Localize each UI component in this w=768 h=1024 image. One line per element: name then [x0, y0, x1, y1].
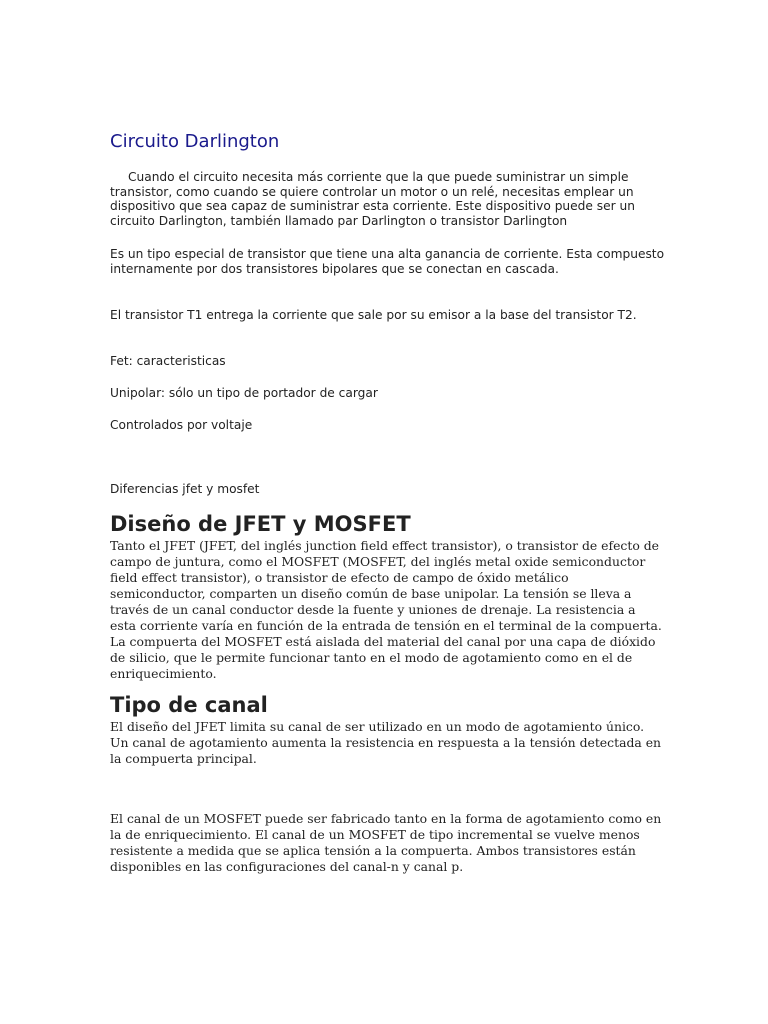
paragraph-darlington-description: Es un tipo especial de transistor que tiene una alta ganancia de corriente. Esta compuesto internamente por dos transistores bipolares que se conectan en cascada.: [110, 247, 665, 276]
paragraph-diseno-body: Tanto el JFET (JFET, del inglés junction field effect transistor), o transistor de efecto de campo de juntura, como el MOSFET (MOSFET, del inglés metal oxide semiconductor field effect transistor), o transistor de efecto de campo de óxido metálico semiconductor, comparten un diseño común de base unipolar. La tensión se lleva a través de un canal conductor desde la fuente y uniones de drenaje. La resistencia a esta corriente varía en función de la entrada de tensión en el terminal de la compuerta. La compuerta del MOSFET está aislada del material del canal por una capa de dióxido de silicio, que le permite funcionar tanto en el modo de agotamiento como en el de enriquecimiento.: [110, 538, 662, 681]
paragraph-diferencias: Diferencias jfet y mosfet: [110, 482, 260, 496]
paragraph-unipolar: Unipolar: sólo un tipo de portador de cargar: [110, 386, 378, 400]
paragraph-canal-jfet: El diseño del JFET limita su canal de ser utilizado en un modo de agotamiento único. Un canal de agotamiento aumenta la resistencia en respuesta a la tensión detectada en la compuerta principal.: [110, 719, 662, 766]
heading-tipo-de-canal: Tipo de canal: [110, 693, 268, 717]
paragraph-controlados-voltaje: Controlados por voltaje: [110, 418, 253, 432]
heading-diseno-jfet-mosfet: Diseño de JFET y MOSFET: [110, 512, 411, 536]
section-title-darlington: Circuito Darlington: [110, 131, 280, 152]
paragraph-darlington-t1: El transistor T1 entrega la corriente que sale por su emisor a la base del transistor T2.: [110, 308, 637, 322]
paragraph-fet-caracteristicas: Fet: caracteristicas: [110, 354, 226, 368]
paragraph-darlington-intro: Cuando el circuito necesita más corriente que la que puede suministrar un simple transistor, como cuando se quiere controlar un motor o un relé, necesitas emplear un dispositivo que sea capaz de suministrar esta corriente. Este dispositivo puede ser un circuito Darlington, también llamado par Darlington o transistor Darlington: [110, 170, 635, 228]
paragraph-canal-mosfet: El canal de un MOSFET puede ser fabricado tanto en la forma de agotamiento como en la de enriquecimiento. El canal de un MOSFET de tipo incremental se vuelve menos resistente a medida que se aplica tensión a la compuerta. Ambos transistores están disponibles en las configuraciones del canal-n y canal p.: [110, 811, 662, 874]
